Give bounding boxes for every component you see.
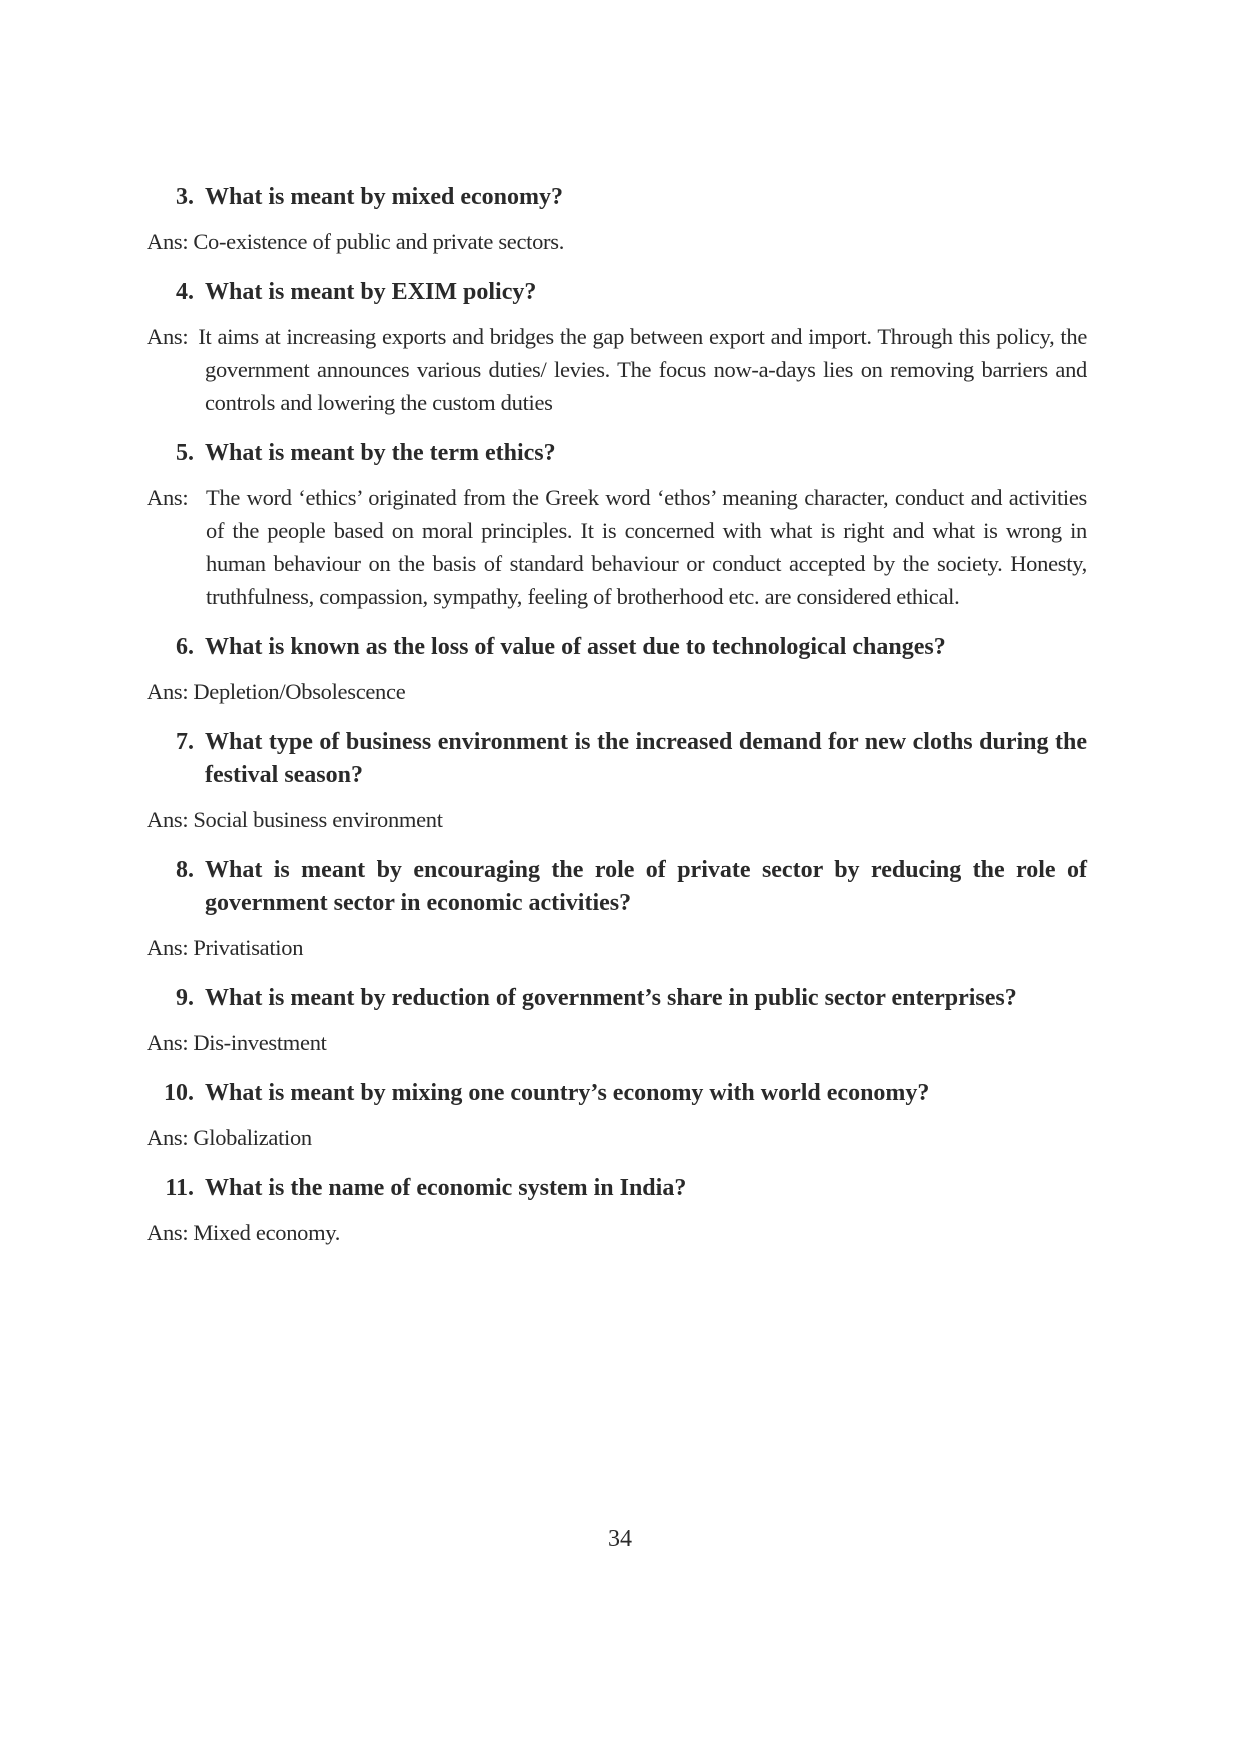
question-text: What is meant by the term ethics?	[205, 440, 556, 466]
answer-text: Social business environment	[193, 807, 443, 832]
qa-item	[147, 437, 1087, 613]
answer-text: Globalization	[193, 1125, 312, 1150]
answer-label: Ans:	[147, 324, 189, 349]
question-text: What type of business environment is the increased demand for new cloths during the festival season?	[205, 729, 1087, 788]
question-number: 4.	[176, 279, 194, 305]
question	[147, 1172, 1087, 1205]
answer-text: Co-existence of public and private sectors.	[193, 229, 565, 254]
question-text: What is known as the loss of value of asset due to technological changes?	[205, 634, 946, 660]
answer-label: Ans:	[147, 1125, 189, 1150]
qa-item	[147, 1172, 1087, 1249]
question-number: 8.	[176, 857, 194, 883]
qa-item	[147, 631, 1087, 708]
question	[147, 437, 1087, 470]
question-text: What is meant by EXIM policy?	[205, 279, 537, 305]
answer-label: Ans:	[147, 229, 189, 254]
question-number: 7.	[176, 729, 194, 755]
question	[147, 982, 1087, 1015]
question-text: What is the name of economic system in India?	[205, 1175, 687, 1201]
question-number: 11.	[165, 1175, 194, 1201]
question	[147, 181, 1087, 214]
answer	[147, 225, 1087, 258]
qa-list	[147, 181, 1087, 1267]
question-text: What is meant by encouraging the role of private sector by reducing the role of government sector in economic activities?	[205, 857, 1087, 916]
answer-text: Mixed economy.	[193, 1220, 341, 1245]
question-text: What is meant by mixing one country’s economy with world economy?	[205, 1080, 930, 1106]
qa-item	[147, 276, 1087, 419]
question	[147, 631, 1087, 664]
answer-label: Ans:	[147, 1220, 189, 1245]
question-text: What is meant by reduction of government’s share in public sector enterprises?	[205, 985, 1017, 1011]
question	[147, 276, 1087, 309]
answer	[147, 481, 1087, 613]
answer-text: Depletion/Obsolescence	[193, 679, 406, 704]
answer	[147, 1121, 1087, 1154]
qa-item	[147, 181, 1087, 258]
question	[147, 1077, 1087, 1110]
question-number: 3.	[176, 184, 194, 210]
question	[147, 854, 1087, 920]
page-number: 34	[608, 1526, 632, 1552]
qa-item	[147, 726, 1087, 836]
answer	[147, 931, 1087, 964]
answer-label: Ans:	[147, 1030, 189, 1055]
qa-item	[147, 1077, 1087, 1154]
question-number: 6.	[176, 634, 194, 660]
answer	[147, 675, 1087, 708]
answer	[147, 320, 1087, 419]
question-number: 5.	[176, 440, 194, 466]
answer	[147, 1026, 1087, 1059]
question-number: 10.	[164, 1080, 194, 1106]
question-number: 9.	[176, 985, 194, 1011]
answer-text: The word ‘ethics’ originated from the Greek word ‘ethos’ meaning character, conduct and activities of the people based on moral principles. It is concerned with what is right and what is wrong in human behaviour on the basis of standard behaviour or conduct accepted by the society. Honesty, truthfulness, compassion, sympathy, feeling of brotherhood etc. are considered ethical.	[206, 485, 1087, 609]
question	[147, 726, 1087, 792]
answer	[147, 803, 1087, 836]
qa-item	[147, 982, 1087, 1059]
answer	[147, 1216, 1087, 1249]
answer-label: Ans:	[147, 935, 189, 960]
answer-text: Dis-investment	[193, 1030, 327, 1055]
qa-item	[147, 854, 1087, 964]
answer-label: Ans:	[147, 807, 189, 832]
answer-text: It aims at increasing exports and bridges the gap between export and import. Through this policy, the government announces various duties/ levies. The focus now-a-days lies on removing barriers and controls and lowering the custom duties	[198, 324, 1088, 415]
question-text: What is meant by mixed economy?	[205, 184, 563, 210]
answer-label: Ans:	[147, 679, 189, 704]
answer-text: Privatisation	[193, 935, 304, 960]
answer-label: Ans:	[147, 485, 189, 510]
